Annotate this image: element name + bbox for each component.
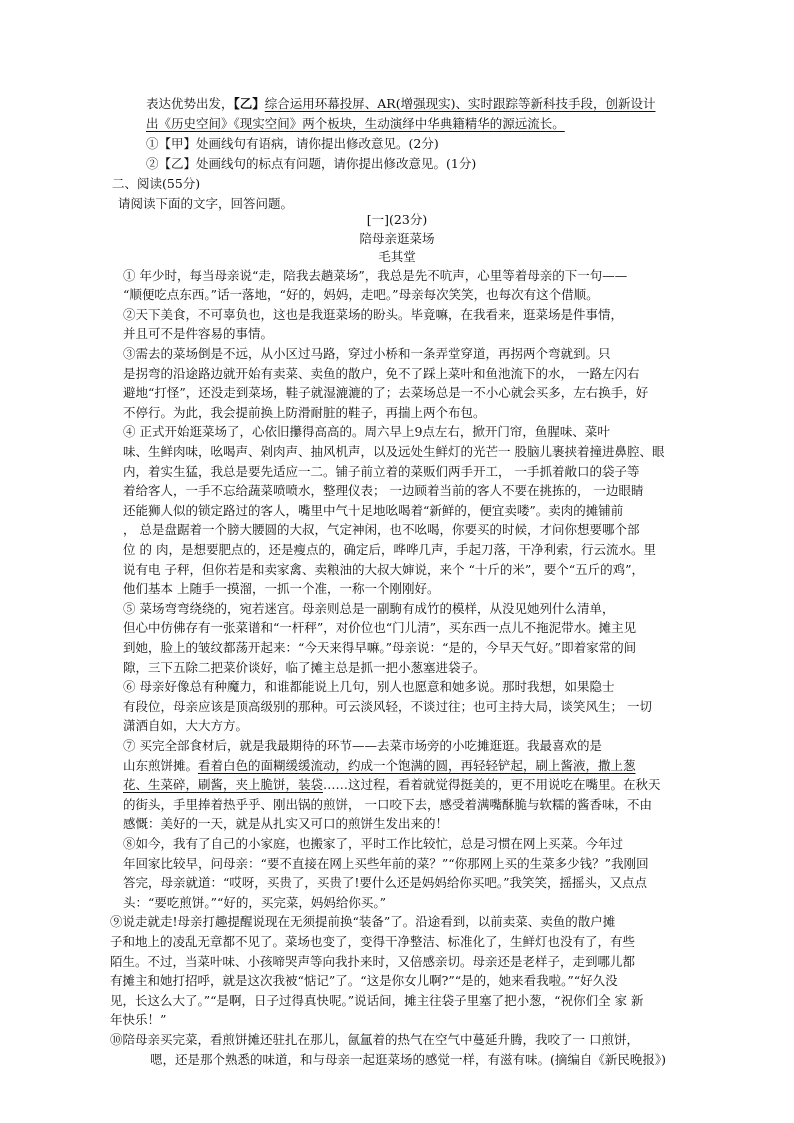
body-line: ， 总是盘踞着一个膀大腰圆的大叔，气定神闲，也不吆喝，你要买的时候，才问你想要哪个部 <box>123 522 640 537</box>
text-run: ……这过程，看着就觉得挺美的，更不用说吃在嘴里。在秋天 <box>323 777 661 792</box>
underlined-sentence: 花、生菜碎，刷酱，夹上脆饼，装袋 <box>123 777 324 792</box>
body-line: 味、生鲜肉味，吆喝声、剁肉声、抽风机声，以及远处生鲜灯的光芒一 股脑儿裹挟着撞进鼻腔、眼 <box>123 444 665 459</box>
body-line: ②天下美食，不可辜负也，这也是我逛菜场的盼头。毕竟嘛，在我看来，逛菜场是件事情， <box>123 307 624 322</box>
body-line: ⑦ 买完全部食材后，就是我最期待的环节——去菜市场旁的小吃摊逛逛。我最喜欢的是 <box>123 738 602 753</box>
body-line: 并且可不是件容易的事情。 <box>123 326 274 341</box>
question-line-1 <box>146 94 655 114</box>
body-line: 见，长这么大了。”“是啊，日子过得真快呢。”说话间，摊主往袋子里塞了把小葱，“祝你们全 家 新 <box>110 993 644 1008</box>
body-line: 头：“要吃煎饼。”“好的，买完菜，妈妈给你买。” <box>123 895 387 910</box>
article-title: 陪母亲逛菜场 <box>359 231 435 246</box>
body-line: 潇洒自如，大大方方。 <box>123 718 249 733</box>
body-line: 答完，母亲就道：“哎呀，买贵了，买贵了!要什么还是妈妈给你买吧。”我笑笑，摇摇头，又点点 <box>123 875 648 890</box>
body-line: 着给客人，一手不忘给蔬菜喷喷水，整理仪表； 一边顾着当前的客人不要在挑拣的， 一边眼睛 <box>123 483 644 498</box>
underlined-sentence: 看着白色的面糊缓缓流动，约成一个饱满的圆，再轻轻铲起，刷上酱液，撒上葱 <box>198 758 636 773</box>
body-line: ⑩陪母亲买完菜，看煎饼摊还驻扎在那儿，氤氲着的热气在空气中蔓延升腾，我咬了一 口煎饼， <box>110 1032 639 1047</box>
question-1: ①【甲】处画线句有语病，请你提出修改意见。(2分) <box>146 136 439 151</box>
body-line: 年快乐！” <box>110 1012 167 1027</box>
body-line: ① 年少时，每当母亲说“走，陪我去趟菜场”，我总是先不吭声，心里等着母亲的下一句—— <box>123 268 628 283</box>
underlined-sentence: 综合运用环幕投屏、AR(增强现实)、实时跟踪等新科技手段，创新设计 <box>264 96 656 111</box>
body-line: 说有电 子秤，但你若是和卖家禽、卖粮油的大叔大婶说，来个 “十斤的米”，要个“五斤的鸡”， <box>123 562 645 577</box>
body-line: 但心中仿佛存有一张菜谱和“一杆秤”，对价位也“门儿清”，买东西一点儿不拖泥带水。摊主见 <box>123 620 637 635</box>
body-line-underlined <box>123 775 661 795</box>
body-line-underlined <box>123 756 636 776</box>
section-title: 二、阅读(55分) <box>112 176 201 191</box>
body-line: 感慨：美好的一天，就是从扎实又可口的煎饼生发出来的！ <box>123 816 449 831</box>
question-line-2: 出《历史空间》《现实空间》两个板块，生动演绎中华典籍精华的源远流长。 <box>146 116 565 131</box>
text-run: 表达优势出发， <box>146 96 234 111</box>
body-line: 还能狮人似的锁定路过的客人，嘴里中气十足地吆喝着“新鲜的，便宜卖喽”。卖肉的摊铺前 <box>123 503 624 518</box>
body-line: “顺便吃点东西。”话一落地，“好的，妈妈，走吧。”母亲每次笑笑，也每次有这个借顺。 <box>123 287 599 302</box>
body-line: 有摊主和她打招呼，就是这次我被“惦记”了。“这是你女儿啊?”“是的，她来看我啦。”“好久没 <box>110 973 618 988</box>
body-line: 内，着实生猛，我总是要先适应一二。铺子前立着的菜贩们两手开工， 一手抓着敞口的袋子等 <box>123 464 640 479</box>
instruction: 请阅读下面的文字，回答问题。 <box>118 196 294 211</box>
part-label: [一](23分) <box>366 212 428 227</box>
body-line: ⑤ 菜场弯弯绕绕的，宛若迷宫。母亲则总是一副駒有成竹的模样，从没见她列什么清单， <box>123 601 615 616</box>
body-line: 隙，三下五除二把菜价谈好，临了摊主总是抓一把小葱塞进袋子。 <box>123 660 486 675</box>
mark-yi: 【乙】 <box>233 96 265 111</box>
body-line: ③需去的菜场倒是不远，从小区过马路，穿过小桥和一条弄堂穿道，再拐两个弯就到。只 <box>123 346 611 361</box>
body-line: 到她，脸上的皱纹都荡开起来：“今天来得早嘛。”母亲说：“是的，今早天气好。”即着家常的间 <box>123 640 637 655</box>
body-line: 不停行。为此，我会提前换上防滑耐脏的鞋子，再揣上两个布包。 <box>123 405 486 420</box>
body-line: ⑧如今，我有了自己的小家庭，也搬家了，平时工作比较忙，总是习惯在网上买菜。今年过 <box>123 836 624 851</box>
body-line: 位 的 肉，是想要肥点的，还是瘦点的，确定后，哗哗几声，手起刀落，干净利索，行云流水。里 <box>123 542 656 557</box>
body-line: ⑥ 母亲好像总有种魔力，和谁都能说上几句，别人也愿意和她多说。那时我想，如果隐士 <box>123 679 615 694</box>
body-line: ⑨说走就走!母亲打趣提醒说现在无须提前换“装备”了。沿途看到，以前卖菜、卖鱼的散户摊 <box>110 914 616 929</box>
body-line: 的街头，手里捧着热乎乎、刚出锅的煎饼， 一口咬下去，感受着满嘴酥脆与软糯的酱香味，不由 <box>123 797 652 812</box>
body-line: 避地“打怪”，还没走到菜场，鞋子就湿漉漉的了；去菜场总是一不小心就会买多，左右换手，好 <box>123 385 649 400</box>
article-author: 毛其堂 <box>378 249 416 264</box>
body-line: ④ 正式开始逛菜场了，心依旧攥得高高的。周六早上9点左右，掀开门帘，鱼腥味、菜叶 <box>123 424 610 439</box>
text-run: 山东煎饼摊。 <box>123 758 199 773</box>
body-line: 他们基本 上随手一摸溜，一抓一个准，一称一个刚刚好。 <box>123 581 440 596</box>
body-line: 嗯，还是那个熟悉的味道，和与母亲一起逛菜场的感觉一样，有滋有味。(摘编自《新民晚报》) <box>150 1052 667 1067</box>
body-line: 陌生。不过，当菜叶味、小孩啼哭声等向我扑来时，又倍感亲切。母亲还是老样子，走到哪儿都 <box>110 954 636 969</box>
body-line: 年回家比较早，问母亲：“要不直接在网上买些年前的菜？”“你那网上买的生菜多少钱？”我刚回 <box>123 856 649 871</box>
body-line: 有段位，母亲应该是顶高级别的那种。可云淡风轻，不谈过往；也可主持大局，谈笑风生； 一切 <box>123 699 652 714</box>
body-line: 子和地上的凌乱无章都不见了。菜场也变了，变得干净整洁、标准化了，生鲜灯也没有了，有些 <box>110 934 636 949</box>
body-line: 是拐弯的沿途路边就开始有卖菜、卖鱼的散户，免不了踩上菜叶和鱼池流下的水， 一路左闪右 <box>123 366 640 381</box>
question-2: ②【乙】处画线句的标点有问题，请你提出修改意见。(1分) <box>146 156 477 171</box>
